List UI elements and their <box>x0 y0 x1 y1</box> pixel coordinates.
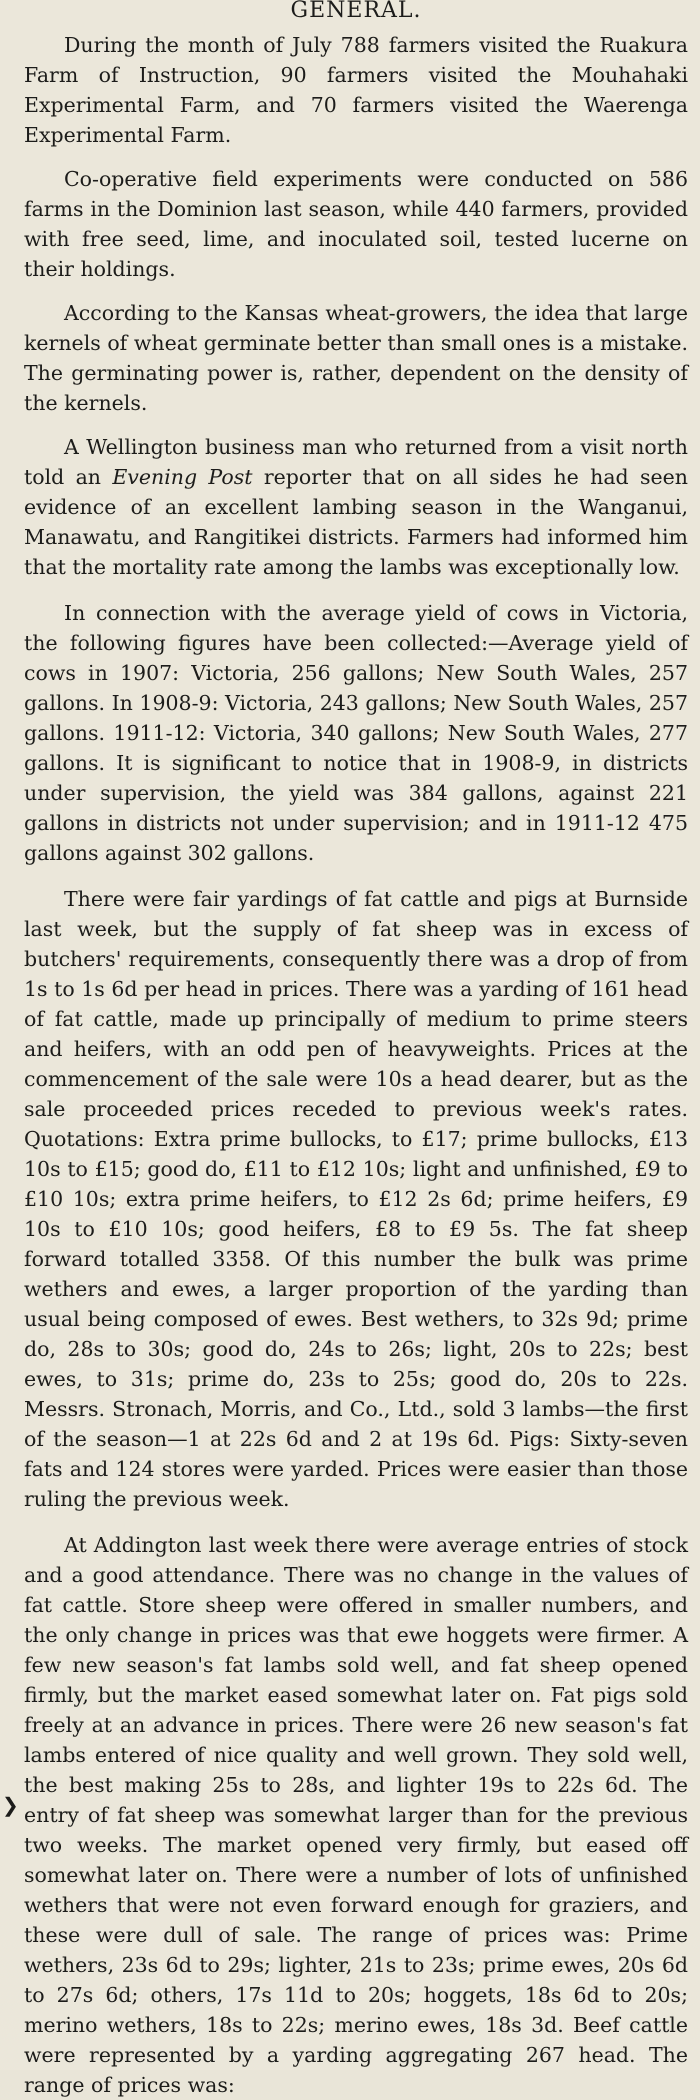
paragraph-wheat-kernels: According to the Kansas wheat-growers, the idea that large kernels of wheat germinate better than small ones is a mistake. The germinating power is, rather, dependent on the density of the kernels. <box>24 301 688 415</box>
paragraph-addington-market: At Addington last week there were average entries of stock and a good attendance. There was no change in the values of fat cattle. Store sheep were offered in smaller numbers, and the only change in prices was that ewe hoggets were firmer. A few new season's fat lambs sold well, and fat sheep opened firmly, but the market eased somewhat later on. Fat pigs sold freely at an advance in prices. There were 26 new season's fat lambs entered of nice quality and well grown. They sold well, the best making 25s to 28s, and lighter 19s to 22s 6d. The entry of fat sheep was somewhat larger than for the previous two weeks. The market opened very firmly, but eased off somewhat later on. There were a number of lots of unfinished wethers that were not even forward enough for graziers, and these were dull of sale. The range of prices was: Prime wethers, 23s 6d to 29s; lighter, 21s to 23s; prime ewes, 20s 6d to 27s 6d; others, 17s 11d to 20s; hoggets, 18s 6d to 20s; merino wethers, 18s to 22s; merino ewes, 18s 3d. Beef cattle were represented by a yarding aggregating 267 head. The range of prices was: <box>24 1533 688 2097</box>
paragraph-lambing-text-after: reporter that on all sides he had seen evidence of an excellent lambing season in the Wanganui, Manawatu, and Rangitikei districts. Farmers had informed him that the mortality rate among the lambs was exceptionally low. <box>24 465 688 579</box>
paragraph-field-experiments: Co-operative field experiments were conducted on 586 farms in the Dominion last season, while 440 farmers, provided with free seed, lime, and inoculated soil, tested lucerne on their holdings. <box>24 167 688 281</box>
paragraph-lambing-text-before: A Wellington business man who returned from a visit north told an <box>24 435 688 489</box>
paragraph-burnside-market: There were fair yardings of fat cattle and pigs at Burnside last week, but the supply of fat sheep was in excess of butchers' requirements, consequently there was a drop of from 1s to 1s 6d per head in prices. There was a yarding of 161 head of fat cattle, made up principally of medium to prime steers and heifers, with an odd pen of heavyweights. Prices at the commencement of the sale were 10s a head dearer, but as the sale proceeded prices receded to previous week's rates. Quotations: Extra prime bullocks, to £17; prime bullocks, £13 10s to £15; good do, £11 to £12 10s; light and unfinished, £9 to £10 10s; extra prime heifers, to £12 2s 6d; prime heifers, £9 10s to £10 10s; good heifers, £8 to £9 5s. The fat sheep forward totalled 3358. Of this number the bulk was prime wethers and ewes, a larger proportion of the yarding than usual being composed of ewes. Best wethers, to 32s 9d; prime do, 28s to 30s; good do, 24s to 26s; light, 20s to 22s; best ewes, to 31s; prime do, 23s to 25s; good do, 20s to 22s. Messrs. Stronach, Morris, and Co., Ltd., sold 3 lambs—the first of the season—1 at 22s 6d and 2 at 19s 6d. Pigs: Sixty-seven fats and 124 stores were yarded. Prices were easier than those ruling the previous week. <box>24 887 688 1511</box>
paragraph-cow-yield: In connection with the average yield of cows in Victoria, the following figures have been collected:—Average yield of cows in 1907: Victoria, 256 gallons; New South Wales, 257 gallons. In 1908-9: Victoria, 243 gallons; New South Wales, 257 gallons. 1911-12: Victoria, 340 gallons; New South Wales, 277 gallons. It is significant to notice that in 1908-9, in districts under supervision, the yield was 384 gallons, against 221 gallons in districts not under supervision; and in 1911-12 475 gallons against 302 gallons. <box>24 601 688 865</box>
margin-arrow-mark: ❯ <box>2 1793 19 1817</box>
newspaper-name: Evening Post <box>112 465 253 489</box>
section-heading: GENERAL. <box>290 0 422 23</box>
paragraph-lambing-season <box>24 432 688 582</box>
paragraph-farm-visits: During the month of July 788 farmers visited the Ruakura Farm of Instruction, 90 farmers visited the Mouhahaki Experimental Farm, and 70 farmers visited the Waerenga Experimental Farm. <box>24 33 688 147</box>
